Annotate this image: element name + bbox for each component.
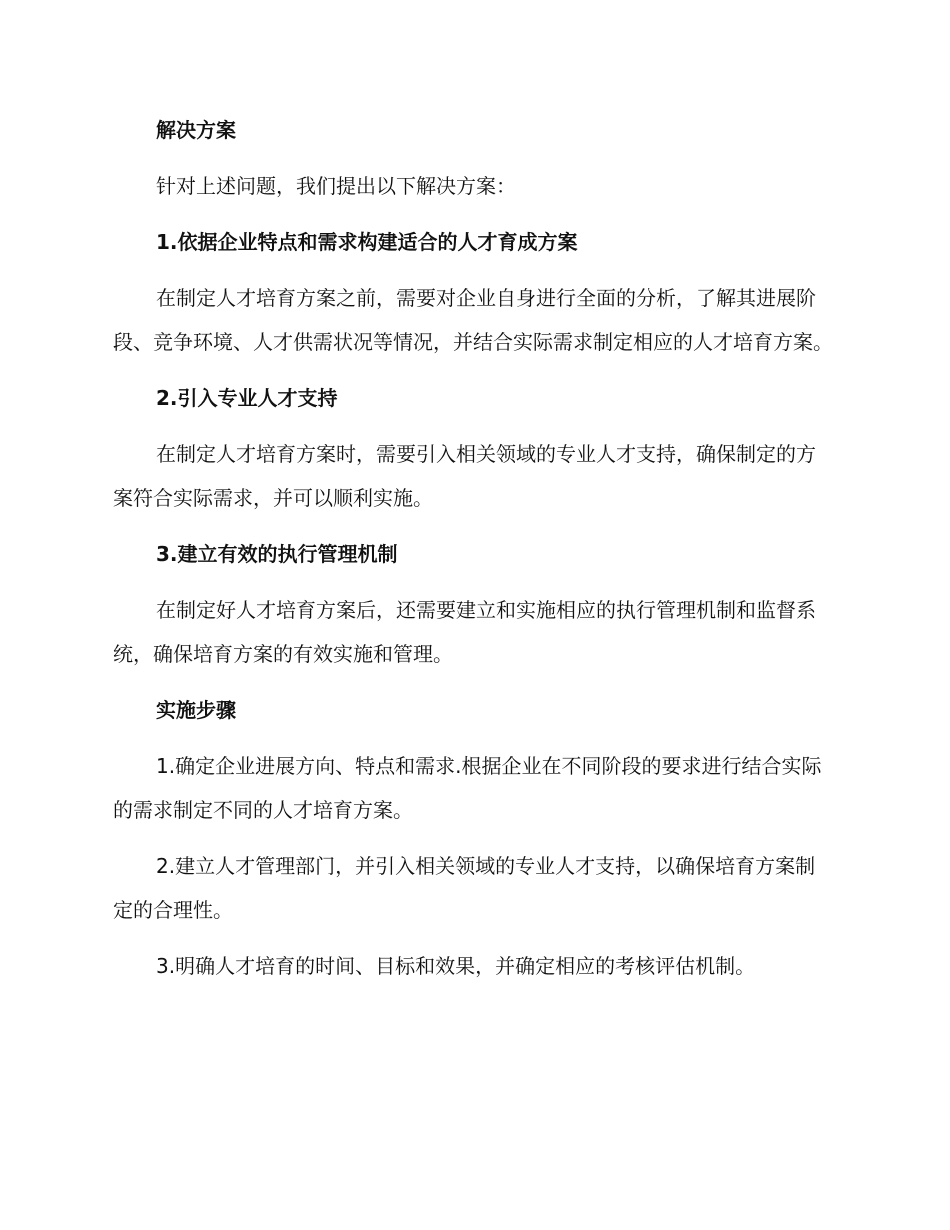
document-page — [113, 108, 833, 1000]
solution-item-1-text: 在制定人才培育方案之前，需要对企业自身进行全面的分析，了解其进展阶段、竞争环境、人才供需状况等情况，并结合实际需求制定相应的人才培育方案。 — [113, 286, 833, 354]
section-heading-steps: 实施步骤 — [156, 698, 236, 722]
intro-paragraph: 针对上述问题，我们提出以下解决方案： — [156, 174, 516, 198]
solution-item-3-heading: 3.建立有效的执行管理机制 — [156, 542, 398, 566]
solution-item-3-text: 在制定好人才培育方案后，还需要建立和实施相应的执行管理机制和监督系统，确保培育方案的有效实施和管理。 — [113, 598, 816, 666]
step-3-paragraph: 3.明确人才培育的时间、目标和效果，并确定相应的考核评估机制。 — [156, 954, 756, 978]
solution-item-2-text: 在制定人才培育方案时，需要引入相关领域的专业人才支持，确保制定的方案符合实际需求，并可以顺利实施。 — [113, 442, 816, 510]
section-heading-solutions: 解决方案 — [156, 118, 236, 142]
step-2-paragraph: 2.建立人才管理部门，并引入相关领域的专业人才支持，以确保培育方案制定的合理性。 — [113, 854, 816, 922]
step-1-paragraph: 1.确定企业进展方向、特点和需求.根据企业在不同阶段的要求进行结合实际的需求制定不同的人才培育方案。 — [113, 754, 822, 822]
solution-item-2-heading: 2.引入专业人才支持 — [156, 386, 338, 410]
solution-item-1-heading: 1.依据企业特点和需求构建适合的人才育成方案 — [156, 230, 578, 254]
